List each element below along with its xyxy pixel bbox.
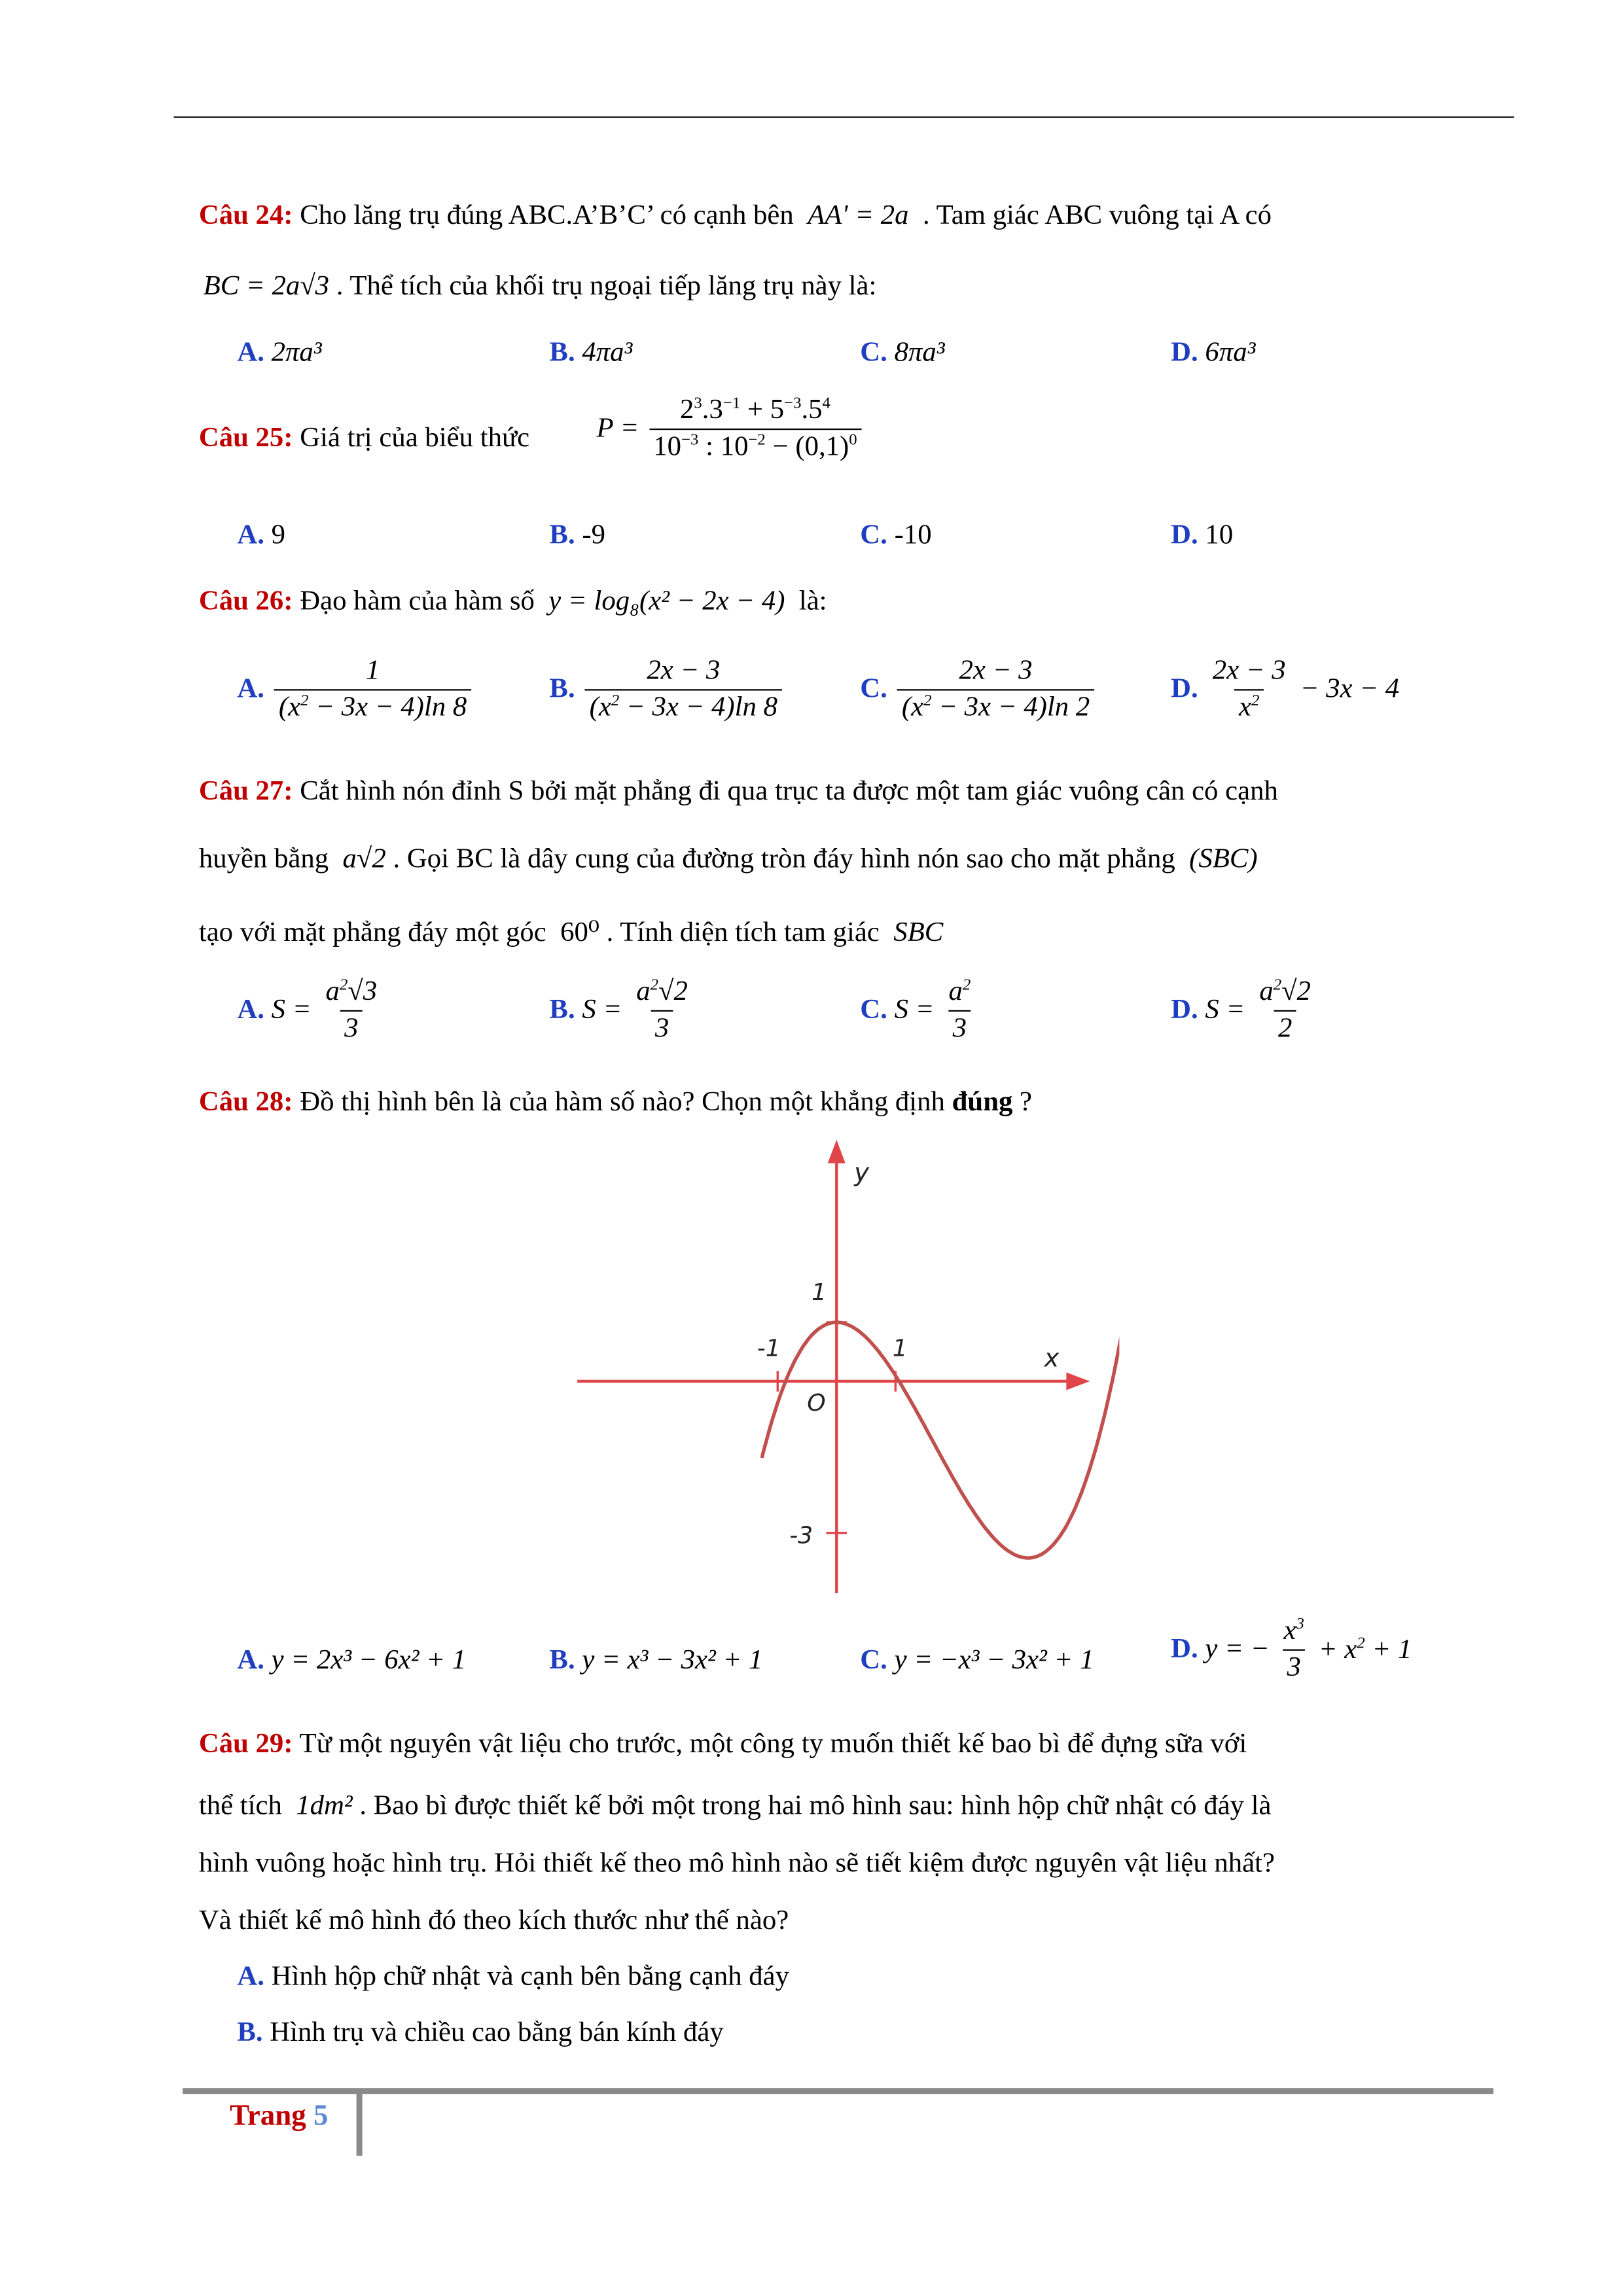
y-axis-arrow-icon — [828, 1140, 846, 1163]
q27-option-c[interactable]: C. S = $\frac{a^2}{3}$ — [860, 976, 978, 1046]
q25-option-d-label: D. — [1171, 520, 1198, 551]
q28-option-a-label: A. — [237, 1644, 264, 1676]
q25-line — [199, 423, 529, 455]
tick-label-y-pos: 1 — [812, 1279, 827, 1307]
q25-option-d[interactable] — [1171, 520, 1233, 552]
q27-line1-text: Cắt hình nón đỉnh S bởi mặt phẳng đi qua trục ta được một tam giác vuông cân có cạnh — [300, 776, 1278, 807]
q29-label: Câu 29: — [198, 1729, 293, 1760]
q28-label: Câu 28: — [198, 1086, 293, 1118]
q26-option-a[interactable] — [237, 655, 474, 724]
q26-option-b-fraction: $\frac{2x - 3}{(x^2 - 3x - 4)\ln 8}$ — [585, 655, 782, 724]
q27-label: Câu 27: — [198, 776, 293, 807]
q27-option-d[interactable]: D. S = $\frac{a^2√2}{2}$ — [1171, 976, 1318, 1046]
footer-rule — [183, 2088, 1493, 2094]
q28-option-c-value: y = −x³ − 3x² + 1 — [894, 1644, 1094, 1676]
q27-line2-b: . Gọi BC là dây cung của đường tròn đáy hình nón sao cho mặt phẳng — [393, 843, 1175, 875]
q28-option-d-label: D. — [1171, 1633, 1198, 1665]
q25-option-c[interactable] — [860, 520, 931, 552]
x-axis-arrow-icon — [1066, 1372, 1090, 1390]
q29-option-b-label: B. — [237, 2017, 263, 2049]
q25-option-d-value: 10 — [1205, 520, 1234, 551]
q27-line-3 — [199, 916, 943, 950]
q27-line-2 — [199, 844, 1258, 877]
q26-line — [199, 586, 827, 619]
q25-formula — [596, 395, 864, 464]
q26-option-c-fraction: $\frac{2x - 3}{(x^2 - 3x - 4)\ln 2}$ — [897, 655, 1094, 724]
q24-option-b-label: B. — [549, 337, 575, 368]
q25-option-b-label: B. — [549, 520, 575, 551]
q24-text-c: . Thể tích của khối trụ ngoại tiếp lăng trụ này là: — [336, 271, 877, 302]
q26-option-d[interactable] — [1171, 655, 1399, 724]
q26-option-b-label: B. — [549, 673, 575, 705]
q24-option-d-value: 6πa³ — [1205, 337, 1256, 368]
q27-option-b-label: B. — [549, 995, 575, 1026]
q28-option-c[interactable] — [860, 1645, 1094, 1678]
q29-option-a-label: A. — [237, 1961, 264, 1992]
q24-option-c-label: C. — [860, 337, 887, 368]
q27-option-a[interactable]: A. S = $\frac{a^2√3}{3}$ — [237, 976, 384, 1046]
q28-line — [199, 1087, 1032, 1120]
q26-option-c-label: C. — [860, 673, 887, 705]
q26-option-a-fraction: $\frac{1}{(x^2 - 3x - 4)\ln 8}$ — [274, 655, 471, 724]
q28-graph — [560, 1134, 1119, 1605]
page-number: 5 — [313, 2100, 329, 2132]
q29-option-a-value: Hình hộp chữ nhật và cạnh bên bằng cạnh đáy — [271, 1961, 790, 1992]
q24-option-a[interactable] — [237, 337, 321, 370]
q27-math-angle: 60⁰ — [560, 917, 599, 949]
q24-option-c[interactable] — [860, 337, 944, 370]
q29-line4-text: Và thiết kế mô hình đó theo kích thước như thế nào? — [198, 1905, 789, 1937]
q27-option-d-fraction: $\frac{a^2√2}{2}$ — [1255, 976, 1315, 1046]
q28-text-a: Đồ thị hình bên là của hàm số nào? Chọn một khẳng định — [300, 1086, 945, 1118]
q27-option-d-label: D. — [1171, 995, 1198, 1026]
q29-option-a[interactable] — [237, 1962, 789, 1994]
q25-option-a-value: 9 — [271, 520, 285, 551]
q25-option-c-value: -10 — [894, 520, 932, 551]
q27-line3-b: . Tính diện tích tam giác — [606, 917, 880, 949]
tick-label-x-pos: 1 — [892, 1335, 908, 1362]
q28-option-b[interactable] — [549, 1645, 762, 1678]
q29-line-1 — [199, 1729, 1247, 1761]
q27-option-c-label: C. — [860, 995, 887, 1026]
q24-label: Câu 24: — [198, 200, 293, 232]
tick-label-y-neg: -3 — [789, 1522, 813, 1549]
q24-option-a-value: 2πa³ — [271, 337, 322, 368]
q28-text-bold: đúng — [952, 1086, 1013, 1118]
q29-line1-text: Từ một nguyên vật liệu cho trước, một công ty muốn thiết kế bao bì để đựng sữa với — [299, 1729, 1247, 1760]
q25-option-b-value: -9 — [582, 520, 605, 551]
function-curve — [762, 1134, 1119, 1558]
q29-option-b-value: Hình trụ và chiều cao bằng bán kính đáy — [270, 2017, 724, 2049]
q26-formula: y = log₈(x² − 2x − 4) — [548, 586, 785, 617]
q25-text: Giá trị của biểu thức — [300, 422, 530, 454]
q29-line2-b: . Bao bì được thiết kế bởi một trong hai mô hình sau: hình hộp chữ nhật có đáy là — [359, 1790, 1272, 1822]
q24-option-d-label: D. — [1171, 337, 1198, 368]
q28-text-b: ? — [1020, 1086, 1033, 1118]
q27-math-hyp: a√2 — [342, 843, 386, 875]
q29-line-3 — [199, 1848, 1275, 1881]
q27-option-a-fraction: $\frac{a^2√3}{3}$ — [321, 976, 382, 1046]
q24-math-aa: AA' = 2a — [808, 200, 909, 232]
q26-option-b[interactable] — [549, 655, 785, 724]
q25-option-a[interactable] — [237, 520, 285, 552]
q27-math-plane: (SBC) — [1189, 843, 1258, 875]
q26-option-a-label: A. — [237, 673, 264, 705]
q29-option-b[interactable] — [237, 2017, 723, 2050]
q27-line3-a: tạo với mặt phẳng đáy một góc — [198, 917, 546, 949]
q27-line2-a: huyền bằng — [198, 843, 329, 875]
q27-option-c-fraction: $\frac{a^2}{3}$ — [944, 976, 975, 1046]
q26-option-d-label: D. — [1171, 673, 1198, 705]
page-footer — [230, 2100, 328, 2134]
q29-math-vol: 1dm² — [296, 1790, 353, 1822]
q28-option-d-fraction: $\frac{x^3}{3}$ — [1279, 1616, 1309, 1685]
q24-line-2 — [204, 271, 877, 304]
q24-option-d[interactable] — [1171, 337, 1255, 370]
q24-option-b-value: 4πa³ — [582, 337, 633, 368]
q25-formula-p: P = — [596, 413, 639, 444]
header-rule — [174, 116, 1514, 118]
q26-text-b: là: — [798, 586, 827, 617]
q28-option-c-label: C. — [860, 1644, 887, 1676]
q24-line-1 — [199, 200, 1272, 233]
q29-line2-a: thể tích — [198, 1790, 282, 1822]
q25-option-c-label: C. — [860, 520, 887, 551]
tick-label-x-neg: -1 — [757, 1335, 781, 1362]
origin-label: O — [807, 1389, 826, 1417]
q29-line3-text: hình vuông hoặc hình trụ. Hỏi thiết kế theo mô hình nào sẽ tiết kiệm được nguyên vật liệu nhất? — [198, 1848, 1275, 1879]
footer-label: Trang — [230, 2100, 306, 2132]
q27-math-tri: SBC — [893, 917, 944, 949]
q26-option-d-tail: − 3x − 4 — [1300, 673, 1400, 705]
q28-option-a[interactable] — [237, 1645, 466, 1678]
q24-text-a: Cho lăng trụ đúng ABC.A’B’C’ có cạnh bên — [300, 200, 794, 232]
q28-option-d[interactable]: D. y = − $\frac{x^3}{3}$ + $x^2 + 1$ — [1171, 1616, 1412, 1685]
x-axis-label: x — [1044, 1343, 1060, 1373]
q29-line-4 — [199, 1905, 789, 1938]
q27-option-b-fraction: $\frac{a^2√2}{3}$ — [632, 976, 692, 1046]
q24-option-a-label: A. — [237, 337, 264, 368]
q27-line-1 — [199, 776, 1278, 809]
q28-option-b-label: B. — [549, 1644, 575, 1676]
q24-option-c-value: 8πa³ — [894, 337, 945, 368]
q25-fraction: $\frac{2^3.3^{-1} + 5^{-3}.5^4}{10^{-3} : 10^{-2} - (0,1)^0}$ — [649, 395, 862, 464]
q28-option-b-value: y = x³ − 3x² + 1 — [582, 1644, 763, 1676]
q25-label: Câu 25: — [198, 422, 293, 454]
q26-text-a: Đạo hàm của hàm số — [300, 586, 535, 617]
q29-line-2 — [199, 1791, 1272, 1824]
q26-option-c[interactable] — [860, 655, 1097, 724]
q25-option-a-label: A. — [237, 520, 264, 551]
footer-divider — [357, 2091, 363, 2156]
q24-math-bc: BC = 2a√3 — [203, 271, 330, 302]
q26-option-d-fraction: $\frac{2x - 3}{x^2}$ — [1208, 655, 1291, 724]
q27-option-b[interactable]: B. S = $\frac{a^2√2}{3}$ — [549, 976, 695, 1046]
q24-option-b[interactable] — [549, 337, 632, 370]
q24-text-b: . Tam giác ABC vuông tại A có — [922, 200, 1272, 232]
q27-option-a-label: A. — [237, 995, 264, 1026]
q26-label: Câu 26: — [198, 586, 293, 617]
q28-option-a-value: y = 2x³ − 6x² + 1 — [271, 1644, 467, 1676]
y-axis-label: y — [854, 1157, 869, 1188]
q25-option-b[interactable] — [549, 520, 605, 552]
